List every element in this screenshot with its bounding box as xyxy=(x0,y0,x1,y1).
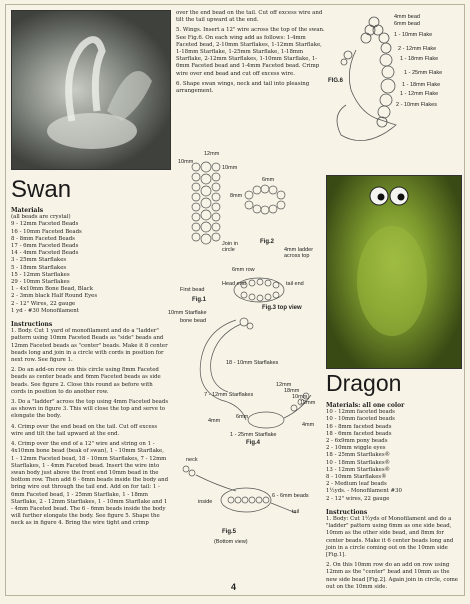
fig4-label-18-10mm: 18 - 10mm Starflakes xyxy=(226,360,279,366)
swan-material-item: 9 - 12mm Faceted Beads xyxy=(11,221,79,228)
fig4-caption: Fig.4 xyxy=(246,440,261,446)
fig3-label-tail: tail end xyxy=(286,281,304,287)
fig4-label-18mm: 18mm xyxy=(284,388,300,394)
figure-4 xyxy=(166,310,326,450)
dragon-material-item: 1½yds. - Monofilament #30 xyxy=(326,488,402,495)
swan-material-item: 1 - 4x10mm Bone Bead, Black xyxy=(11,286,93,293)
fig5-subcaption: (Bottom view) xyxy=(214,539,248,545)
dragon-instructions-heading: Instructions xyxy=(326,508,368,516)
dragon-material-item: 18 - 25mm Starflakes® xyxy=(326,452,390,459)
swan-material-item: 15 - 12mm Starflakes xyxy=(11,271,70,278)
dragon-instructions xyxy=(326,516,460,591)
swan-materials-list xyxy=(11,221,169,315)
swan-materials xyxy=(11,207,169,528)
figure-6 xyxy=(326,10,460,170)
dragon-material-item: 10 - 18mm Starflakes® xyxy=(326,459,390,466)
fig5-label-neck: neck xyxy=(186,457,198,463)
fig4-label-4mm-a: 4mm xyxy=(208,418,221,424)
fig4-label-4mm-b: 4mm xyxy=(302,422,315,428)
wings-column xyxy=(176,10,326,98)
figure-5 xyxy=(176,455,326,565)
swan-instructions-heading: Instructions xyxy=(11,321,53,329)
fig5-label-6mm-beads: 6 - 6mm beads xyxy=(272,493,309,499)
step-5-wings: 5. Wings. Insert a 12" wire across the top of the swan. See Fig.6. On each wing add as follows: 1-4mm Faceted bead, 2-10mm Starflakes, 1-12mm Starflake, 1-18mm Starflake, 1-25mm Starflake, 1-18mm Starflake, 2-12mm Starflakes, 1-10mm Starflake, 1-6mm Faceted bead and 1-4mm Faceted bead. Crimp wire over end bead and cut off excess wire. xyxy=(176,27,325,77)
swan-material-item: 5 - 18mm Starflakes xyxy=(11,264,67,271)
swan-materials-note: (all beads are crystal) xyxy=(11,214,71,221)
fig6-label-2: 6mm bead xyxy=(394,21,420,27)
dragon-material-item: 8 - 10mm Starflakes® xyxy=(326,474,387,481)
dragon-material-item: 2 - 10mm wiggle eyes xyxy=(326,445,386,452)
swan-material-item: 1 yd - #30 Monofilament xyxy=(11,307,79,314)
dragon-material-item: 10 - 12mm faceted beads xyxy=(326,409,395,416)
fig1-label-12mm: 12mm xyxy=(204,151,220,157)
swan-instruction-step: 3. Do a "ladder" across the top using 4mm Faceted beads as shown in figure 3. This will close the top and serve to elongate the body. xyxy=(11,399,169,420)
swan-instruction-step: 1. Body. Cut 1 yard of monofilament and do a "ladder" pattern using 10mm Faceted Beads as "side" beads and 12mm Faceted beads as "center" beads. Make it 8 center beads long and join in a circle with cords in position for next row. See figure 1. xyxy=(11,328,168,364)
fig1-caption: Fig.1 xyxy=(192,297,207,303)
step-6-shape: 6. Shape swan wings, neck and tail into pleasing arrangement. xyxy=(176,80,310,95)
swan-material-item: 14 - 4mm Faceted Beads xyxy=(11,250,79,257)
fig5-drawing xyxy=(176,455,326,565)
fig6-drawing xyxy=(326,10,460,170)
swan-material-item: 3 - 25mm Starflakes xyxy=(11,257,67,264)
fig1-label-join: Join in circle xyxy=(222,241,238,253)
fig1-label-10mm-b: 10mm xyxy=(222,165,238,171)
fig4-label-25mm: 1 - 25mm Starflake xyxy=(230,432,277,438)
fig6-label-8: 1 - 12mm Flake xyxy=(400,91,439,97)
dragon-material-item: 2 - 6x9mm pony beads xyxy=(326,438,388,445)
dragon-instruction-step: 2. On this 10mm row do an add on row using 12mm as the "center" bead and 10mm as the new side bead [Fig.2]. Again join in circle, come out on the 10mm side. xyxy=(326,562,458,590)
swan-instruction-step: 4. Crimp over the end of a 12" wire and string on 1 - 4x10mm bone bead (beak of swan), 1 - 10mm Starflake, 1 - 12mm Faceted bead, 18 - 10mm Starflakes, 7 - 12mm Starflakes, 1 - 4mm Faceted bead. Insert the wire into swan body just above the front end 10mm bead in the bottom row. Then add 6 - 6mm beads inside the body and bring wire out through the tail end. Add on for tail: 1 - 6mm Faceted bead, 1 - 25mm Starflake, 1 - 18mm Starflake, 2 - 12mm Starflakes, 1 - 10mm Starflake and 1 - 4mm Faceted bead. The 6 - 6mm beads inside the body will further elongate the body. See figure 5. Shape the neck as in figure 4. Bring the wire tight and crimp xyxy=(11,441,169,527)
dragon-text xyxy=(326,399,460,594)
swan-materials-heading: Materials xyxy=(11,207,44,214)
swan-material-item: 2 - 12" Wires, 22 gauge xyxy=(11,300,76,307)
dragon-title: Dragon xyxy=(326,370,402,396)
dragon-material-item: 16 - 8mm faceted beads xyxy=(326,423,392,430)
fig2-drawing xyxy=(245,185,285,214)
dragon-photo xyxy=(326,175,462,369)
fig5-label-inside: inside xyxy=(198,499,213,505)
dragon-material-item: 10 - 10mm faceted beads xyxy=(326,416,395,423)
dragon-illustration xyxy=(327,176,461,368)
fig5-caption: Fig.5 xyxy=(222,529,237,535)
fig1-label-first: First bead xyxy=(180,287,205,293)
fig2-label-ladder: 4mm ladder across top xyxy=(284,247,314,259)
swan-material-item: 17 - 6mm Faceted Beads xyxy=(11,243,79,250)
swan-material-item: 16 - 10mm Faceted Beads xyxy=(11,228,82,235)
swan-material-item: 2 - 3mm black Half Round Eyes xyxy=(11,293,98,300)
dragon-instruction-step: 1. Body: Cut 1½yds of Monofilament and do a "ladder" pattern using 6mm as one side bead, 10mm as the other side bead, and 8mm for center beads. Make it 6 center beads long and join in a circle coming out on the 10mm side [Fig.1]. xyxy=(326,516,454,559)
fig6-label-3: 1 - 10mm Flake xyxy=(394,32,433,38)
fig6-caption: FIG.6 xyxy=(328,78,344,84)
fig6-label-7: 1 - 18mm Flake xyxy=(402,82,441,88)
dragon-materials-list xyxy=(326,409,460,503)
dragon-material-item: 18 - 6mm faceted beads xyxy=(326,430,392,437)
fig4-label-12mm-b: 12mm xyxy=(300,400,316,406)
page-number: 4 xyxy=(231,582,237,592)
continued-text: over the end bead on the tail. Cut off excess wire and tilt the tail upward at the end. xyxy=(176,10,323,24)
swan-material-item: 8 - 8mm Faceted Beads xyxy=(11,235,75,242)
swan-column xyxy=(11,10,169,531)
fig5-label-tail: tail xyxy=(292,509,300,515)
figures-1-2-3 xyxy=(174,145,324,315)
fig2-label-6mm-row: 6mm row xyxy=(232,267,255,273)
fig4-label-starflake: 10mm Starflake xyxy=(168,310,207,316)
swan-title: Swan xyxy=(11,176,72,203)
fig2-label-6mm: 6mm xyxy=(262,177,275,183)
fig2-label-8mm: 8mm xyxy=(230,193,243,199)
swan-photo xyxy=(11,10,171,170)
fig4-label-6mm: 6mm xyxy=(236,414,249,420)
fig6-label-9: 2 - 10mm Flakes xyxy=(396,102,437,108)
fig3-caption: Fig.3 top view xyxy=(262,305,302,311)
fig4-label-7-12mm: 7 - 12mm Starflakes xyxy=(204,392,254,398)
fig4-drawing xyxy=(166,310,326,450)
swan-instruction-step: 4. Crimp over the end bead on the tail. Cut off excess wire and tilt the tail upward at the end. xyxy=(11,423,158,437)
dragon-material-item: 13 - 12mm Starflakes® xyxy=(326,466,390,473)
dragon-material-item: 2 - 12" wires, 22 gauge xyxy=(326,495,390,502)
swan-material-item: 29 - 10mm Starflakes xyxy=(11,279,70,286)
fig4-label-12mm-a: 12mm xyxy=(276,382,292,388)
fig6-label-4: 2 - 12mm Flake xyxy=(398,46,437,52)
fig6-label-1: 4mm bead xyxy=(394,14,420,20)
page xyxy=(5,4,465,596)
swan-illustration xyxy=(12,11,170,169)
fig1-label-10mm-a: 10mm xyxy=(178,159,194,165)
dragon-material-item: 2 - Medium leaf beads xyxy=(326,481,387,488)
fig6-label-6: 1 - 25mm Flake xyxy=(404,70,443,76)
fig4-label-10mm: 10mm xyxy=(292,394,308,400)
swan-instruction-step: 2. Do an add-on row on this circle using 8mm Faceted beads as center beads and 6mm Faceted beads as side beads. See figure 2. Close this round as before with cords in position to do another row. xyxy=(11,367,161,395)
fig3-label-head: Head end xyxy=(222,281,246,287)
fig4-label-bone: bone bead xyxy=(180,318,206,324)
dragon-materials-heading: Materials: all one color xyxy=(326,402,405,409)
fig2-caption: Fig.2 xyxy=(260,239,275,245)
fig6-label-5: 1 - 18mm Flake xyxy=(400,56,439,62)
swan-instructions xyxy=(11,328,169,527)
